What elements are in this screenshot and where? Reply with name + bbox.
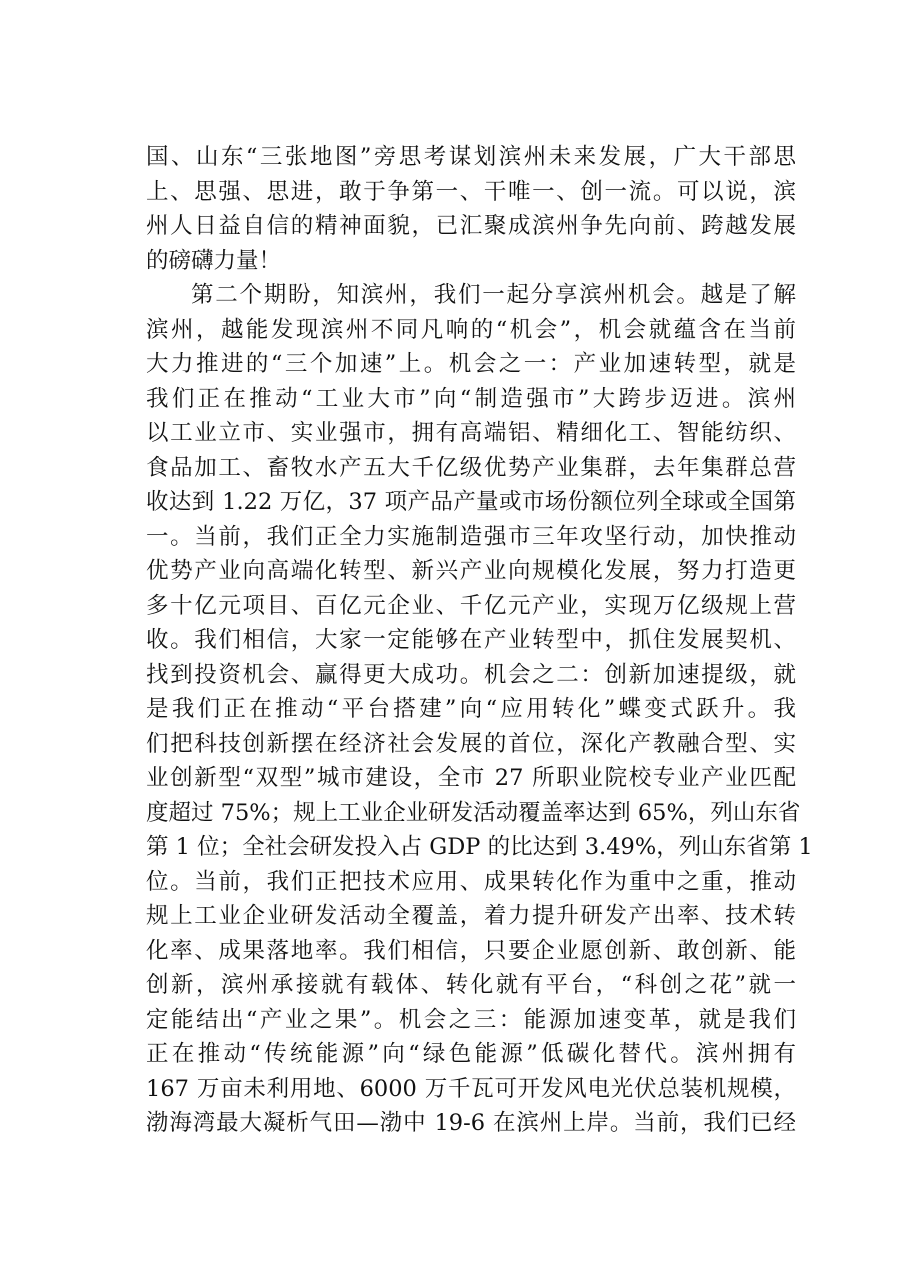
text-line: 优势产业向高端化转型、新兴产业向规模化发展，努力打造更	[146, 558, 796, 584]
text-line: 的磅礴力量！	[146, 247, 282, 274]
text-line: 规上工业企业研发活动全覆盖，着力提升研发产出率、技术转	[146, 903, 796, 929]
text-line: 正在推动“传统能源”向“绿色能源”低碳化替代。滨州拥有	[146, 1041, 796, 1067]
text-line: 食品加工、畜牧水产五大千亿级优势产业集群，去年集群总营	[146, 454, 796, 481]
text-line: 滨州，越能发现滨州不同凡响的“机会”，机会就蕴含在当前	[146, 316, 796, 343]
text-line: 渤海湾最大凝析气田—渤中 19-6 在滨州上岸。当前，我们已经	[146, 1110, 796, 1136]
text-line: 收达到 1.22 万亿，37 项产品产量或市场份额位列全球或全国第	[146, 489, 796, 515]
text-line: 业创新型“双型”城市建设，全市 27 所职业院校专业产业匹配	[146, 765, 796, 791]
text-line: 大力推进的“三个加速”上。机会之一：产业加速转型，就是	[146, 351, 796, 377]
text-line: 167 万亩未利用地、6000 万千瓦可开发风电光伏总装机规模，	[146, 1075, 796, 1102]
text-line: 多十亿元项目、百亿元企业、千亿元产业，实现万亿级规上营	[146, 592, 796, 619]
text-line: 们把科技创新摆在经济社会发展的首位，深化产教融合型、实	[146, 730, 796, 757]
document-body	[146, 140, 813, 1141]
text-line: 是我们正在推动“平台搭建”向“应用转化”蝶变式跃升。我	[146, 696, 796, 722]
paragraph-2	[146, 278, 813, 1141]
text-line: 州人日益自信的精神面貌，已汇聚成滨州争先向前、跨越发展	[146, 213, 796, 239]
text-line: 一。当前，我们正全力实施制造强市三年攻坚行动，加快推动	[146, 523, 796, 550]
text-line: 第 1 位；全社会研发投入占 GDP 的比达到 3.49%，列山东省第 1	[146, 834, 813, 860]
text-line: 度超过 75%；规上工业企业研发活动覆盖率达到 65%，列山东省	[146, 799, 801, 826]
paragraph-1	[146, 140, 796, 278]
text-line: 找到投资机会、赢得更大成功。机会之二：创新加速提级，就	[146, 661, 796, 688]
text-line: 收。我们相信，大家一定能够在产业转型中，抓住发展契机、	[146, 627, 796, 653]
text-line: 定能结出“产业之果”。机会之三：能源加速变革，就是我们	[146, 1006, 796, 1033]
text-line: 国、山东“三张地图”旁思考谋划滨州未来发展，广大干部思	[146, 144, 796, 170]
text-line: 上、思强、思进，敢于争第一、干唯一、创一流。可以说，滨	[146, 178, 796, 205]
text-line: 第二个期盼，知滨州，我们一起分享滨州机会。越是了解	[191, 282, 796, 308]
text-line: 位。当前，我们正把技术应用、成果转化作为重中之重，推动	[146, 868, 796, 895]
text-line: 化率、成果落地率。我们相信，只要企业愿创新、敢创新、能	[146, 937, 796, 964]
text-line: 以工业立市、实业强市，拥有高端铝、精细化工、智能纺织、	[146, 420, 796, 446]
text-line: 创新，滨州承接就有载体、转化就有平台，“科创之花”就一	[146, 972, 796, 998]
text-line: 我们正在推动“工业大市”向“制造强市”大跨步迈进。滨州	[146, 385, 796, 412]
